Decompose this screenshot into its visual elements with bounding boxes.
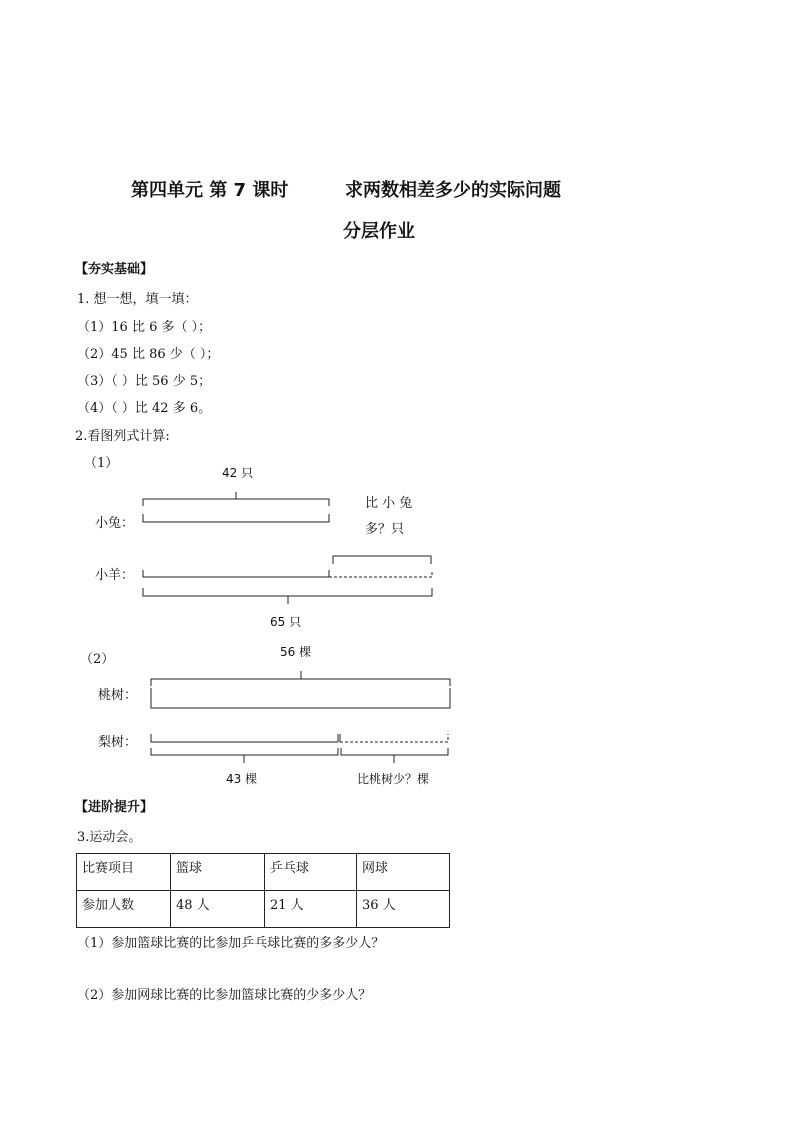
diagram-2-bottom-left: 43 棵 bbox=[226, 772, 258, 786]
diagram-2-bottom-left-brace bbox=[151, 748, 338, 763]
table-cell: 36 人 bbox=[357, 891, 450, 928]
question-1-item-4: （4）（ ）比 42 多 6。 bbox=[77, 401, 212, 416]
question-1-item-1: （1）16 比 6 多（ ）； bbox=[77, 320, 212, 335]
question-1-prompt: 1. 想一想，填一填： bbox=[77, 292, 198, 307]
diagram-2-bottom-right-brace bbox=[341, 748, 448, 763]
sports-table bbox=[76, 853, 450, 928]
diagram-1-question-line1: 比 小 兔 bbox=[365, 496, 413, 511]
diagram-1-label: （1） bbox=[84, 456, 119, 471]
section-basic-label: 【夯实基础】 bbox=[75, 262, 154, 277]
diagram-1-total: 65 只 bbox=[270, 615, 302, 629]
diagram-1-question-line2: 多？只 bbox=[365, 522, 405, 537]
section-advanced-label: 【进阶提升】 bbox=[75, 800, 154, 815]
table-cell: 比赛项目 bbox=[77, 854, 171, 891]
diagram-2-top-value: 56 棵 bbox=[280, 645, 312, 659]
question-1-item-3: （3）（ ）比 56 少 5； bbox=[77, 374, 212, 389]
diagram-2-pear-label: 梨树： bbox=[98, 735, 138, 750]
diagram-2-label: （2） bbox=[80, 652, 115, 667]
diagram-1-top-value: 42 只 bbox=[222, 466, 254, 480]
question-3-sub-2: （2）参加网球比赛的比参加篮球比赛的少多少人？ bbox=[77, 988, 372, 1003]
page-subtitle: 分层作业 bbox=[343, 221, 415, 242]
diagram-2-pear-extension bbox=[340, 734, 448, 742]
page-title-unit: 第四单元 第 7 课时 bbox=[131, 180, 289, 201]
table-row bbox=[77, 854, 450, 891]
question-1-item-2: （2）45 比 86 少（ ）； bbox=[77, 347, 220, 362]
table-cell: 48 人 bbox=[171, 891, 265, 928]
question-2-prompt: 2.看图列式计算: bbox=[75, 429, 170, 444]
table-cell: 参加人数 bbox=[77, 891, 171, 928]
diagram-2-bottom-right: 比桃树少？棵 bbox=[357, 772, 430, 786]
diagram-1-sheep-label: 小羊： bbox=[95, 568, 135, 583]
table-cell: 21 人 bbox=[265, 891, 357, 928]
table-cell: 网球 bbox=[357, 854, 450, 891]
question-3-prompt: 3.运动会。 bbox=[77, 830, 142, 845]
table-row bbox=[77, 891, 450, 928]
page-title-topic: 求两数相差多少的实际问题 bbox=[345, 180, 561, 201]
diagram-2-top-brace bbox=[151, 671, 450, 686]
diagram-2-pear-bar bbox=[151, 734, 338, 742]
diagram-2-peach-label: 桃树： bbox=[98, 688, 138, 703]
table-cell: 乒乓球 bbox=[265, 854, 357, 891]
question-3-sub-1: （1）参加篮球比赛的比参加乒乓球比赛的多多少人？ bbox=[77, 936, 385, 951]
diagram-2-peach-bar bbox=[151, 688, 450, 708]
table-cell: 篮球 bbox=[171, 854, 265, 891]
diagram-1-rabbit-label: 小兔： bbox=[95, 516, 135, 531]
